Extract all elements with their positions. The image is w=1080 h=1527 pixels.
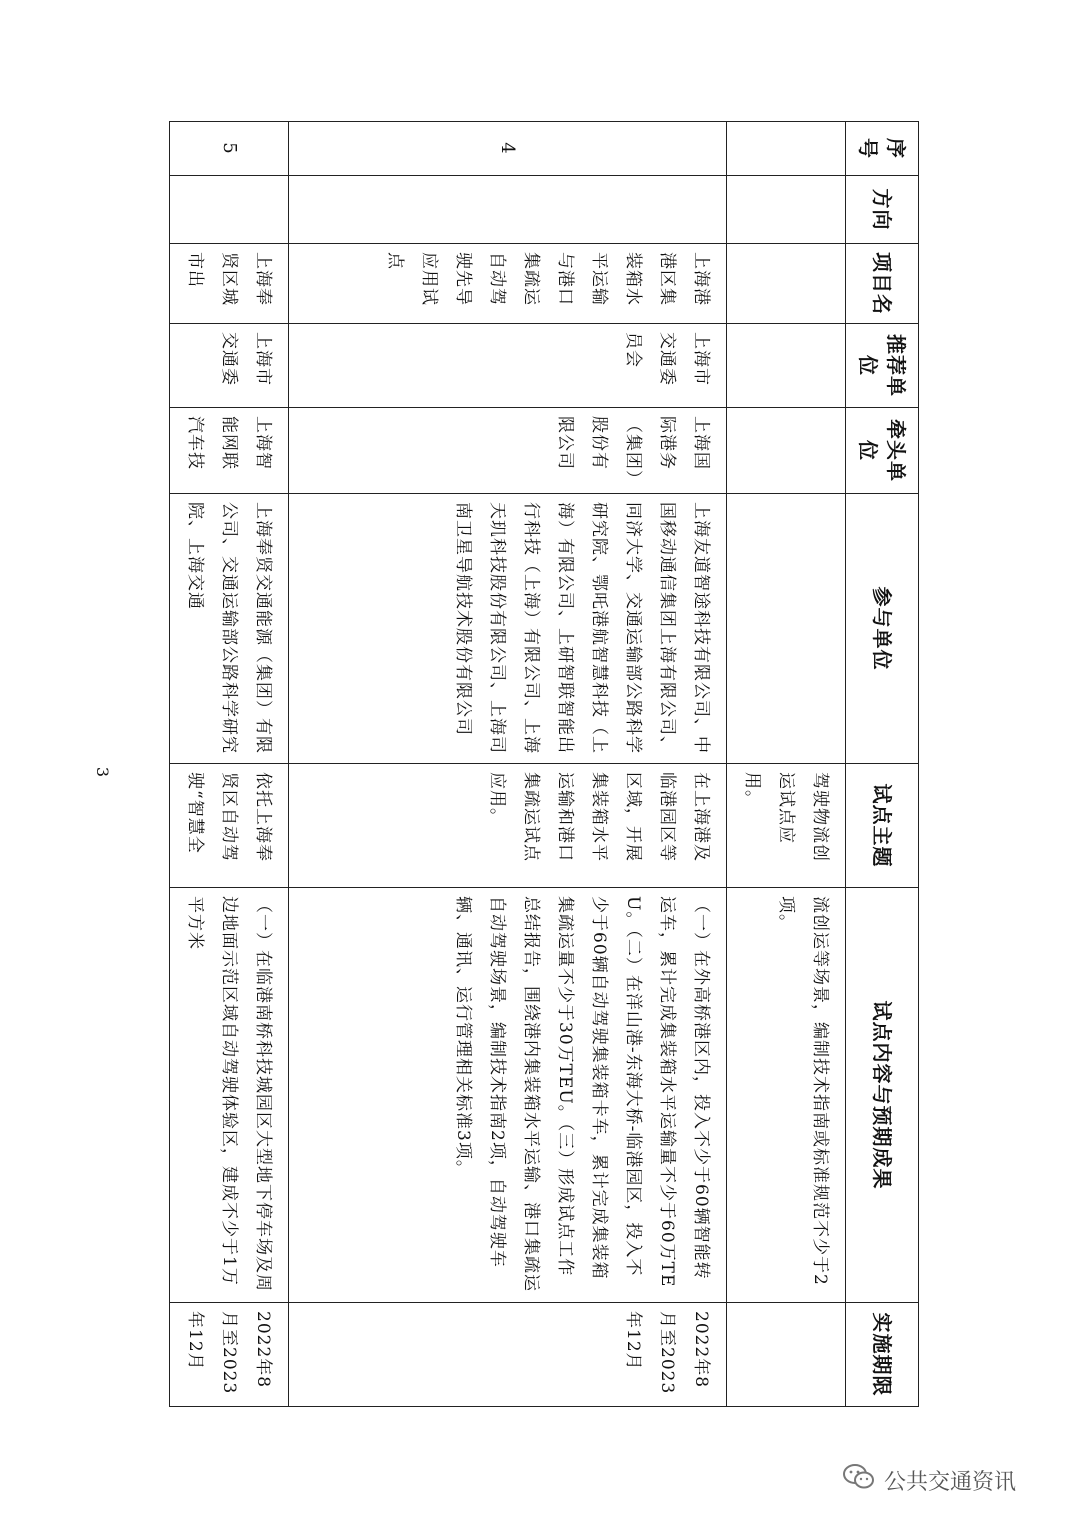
table-row bbox=[170, 122, 289, 1407]
header-lead: 牵头单位 bbox=[846, 408, 919, 494]
rotated-table-page bbox=[186, 121, 919, 1406]
header-participants: 参与单位 bbox=[846, 494, 919, 764]
table-header-row bbox=[846, 122, 919, 1407]
table-row bbox=[727, 122, 846, 1407]
header-period: 实施期限 bbox=[846, 1303, 919, 1407]
row-project bbox=[727, 244, 846, 324]
row-content: （一）在临港南桥科技城园区大型地下停车场及周边地面示范区域自动驾驶体验区，建成不少于1万平方米 bbox=[170, 888, 289, 1303]
row-participants: 上海友道智途科技有限公司、中国移动通信集团上海有限公司、同济大学、交通运输部公路科学研究院、鄂吒港航智慧科技（上海）有限公司、上研智联智能出行科技（上海）有限公司、上海天玑科技股份有限公司、上海司南卫星导航技术股份有限公司 bbox=[289, 494, 727, 764]
row-participants: 上海奉贤交通能源（集团）有限公司、交通运输部公路科学研究院、上海交通 bbox=[170, 494, 289, 764]
table-row bbox=[289, 122, 727, 1407]
row-lead: 上海国际港务（集团）股份有限公司 bbox=[289, 408, 727, 494]
row-theme: 在上海港及临港园区等区域，开展集装箱水平运输和港口集疏运试点应用。 bbox=[289, 764, 727, 888]
row-seq: 5 bbox=[170, 122, 289, 176]
row-participants bbox=[727, 494, 846, 764]
header-content: 试点内容与预期成果 bbox=[846, 888, 919, 1303]
wechat-icon bbox=[842, 1462, 876, 1498]
row-period bbox=[727, 1303, 846, 1407]
pilot-projects-table bbox=[169, 121, 919, 1407]
row-seq bbox=[727, 122, 846, 176]
row-content: （一）在外高桥港区内，投入不少于60辆智能转运车，累计完成集装箱水平运输量不少于60万TEU。（二）在洋山港-东海大桥-临港园区，投入不少于60辆自动驾驶集装箱卡车，累计完成集装箱集疏运量不少于30万TEU。（三）形成试点工作总结报告，围绕港内集装箱水平运输、港口集疏运自动驾驶场景，编制技术指南2项，自动驾驶车辆、通讯、运行管理相关标准3项。 bbox=[289, 888, 727, 1303]
row-lead: 上海智能网联汽车技 bbox=[170, 408, 289, 494]
header-theme: 试点主题 bbox=[846, 764, 919, 888]
row-direction bbox=[170, 176, 289, 244]
row-project: 上海港港区集装箱水平运输与港口集疏运自动驾驶先导应用试点 bbox=[289, 244, 727, 324]
row-recommender bbox=[727, 324, 846, 408]
row-direction bbox=[289, 176, 727, 244]
row-theme: 依托上海奉贤区自动驾驶“智慧全 bbox=[170, 764, 289, 888]
row-recommender: 上海市交通委 bbox=[170, 324, 289, 408]
header-recommender: 推荐单位 bbox=[846, 324, 919, 408]
header-project: 项目名 bbox=[846, 244, 919, 324]
row-direction bbox=[727, 176, 846, 244]
page-number: 3 bbox=[93, 766, 112, 778]
header-seq: 序号 bbox=[846, 122, 919, 176]
watermark bbox=[842, 1458, 1062, 1502]
row-lead bbox=[727, 408, 846, 494]
row-project: 上海奉贤区城市出 bbox=[170, 244, 289, 324]
row-theme: 驾驶物流创运试点应用。 bbox=[727, 764, 846, 888]
row-period: 2022年8月至2023年12月 bbox=[289, 1303, 727, 1407]
row-content: 流创运等场景，编制技术指南或标准规范不少于2项。 bbox=[727, 888, 846, 1303]
row-period: 2022年8月至2023年12月 bbox=[170, 1303, 289, 1407]
row-recommender: 上海市交通委员会 bbox=[289, 324, 727, 408]
row-seq: 4 bbox=[289, 122, 727, 176]
header-direction: 方向 bbox=[846, 176, 919, 244]
watermark-text: 公共交通资讯 bbox=[884, 1469, 1017, 1495]
